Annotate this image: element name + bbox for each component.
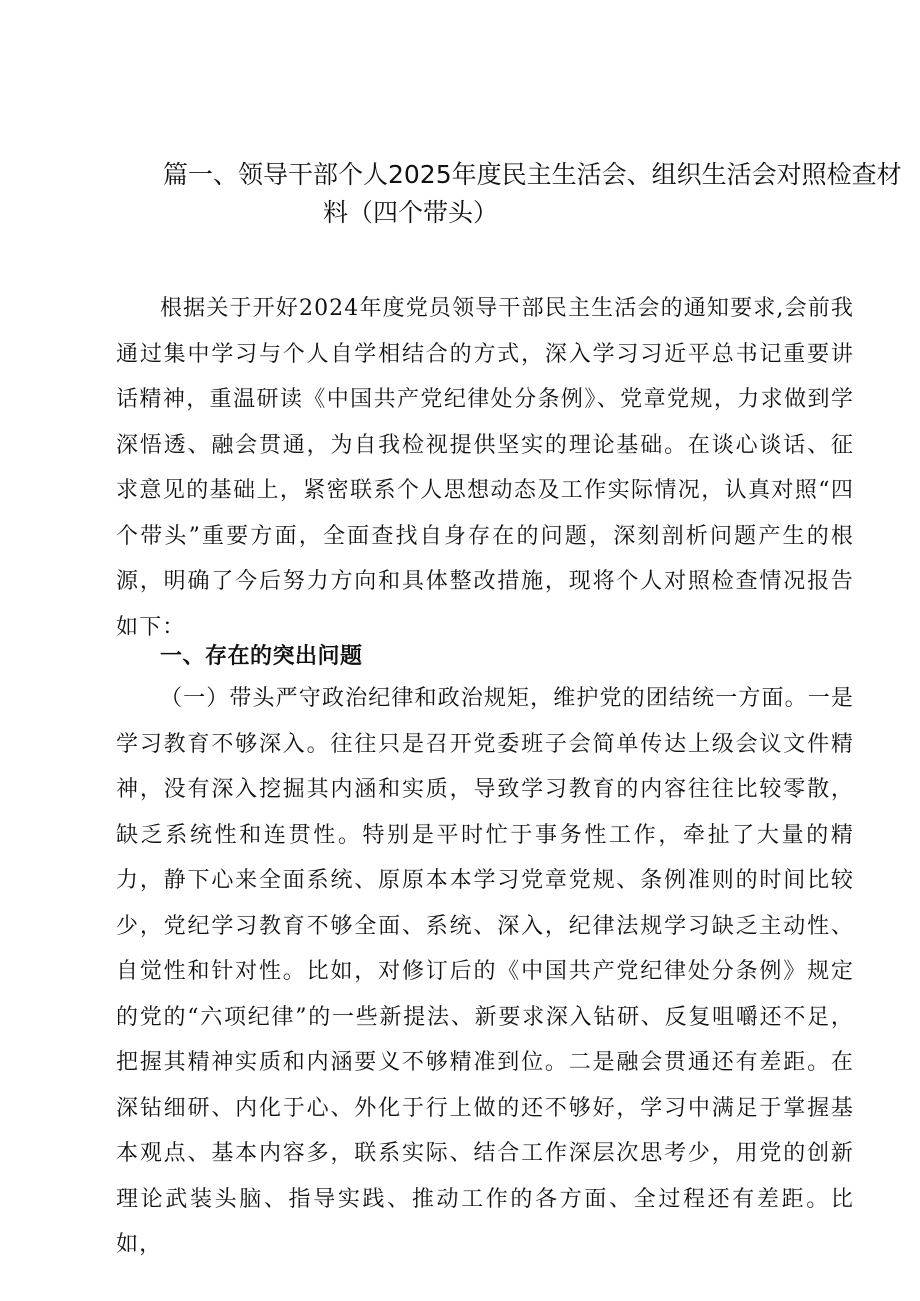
section-paragraph: （一）带头严守政治纪律和政治规矩，维护党的团结统一方面。一是学习教育不够深入。往往只是召开党委班子会简单传达上级会议文件精神，没有深入挖掘其内涵和实质，导致学习教育的内容往往比较零散，缺乏系统性和连贯性。特别是平时忙于事务性工作，牵扯了大量的精力，静下心来全面系统、原原本本学习党章党规、条例准则的时间比较少，党纪学习教育不够全面、系统、深入，纪律法规学习缺乏主动性、自觉性和针对性。比如，对修订后的《中国共产党纪律处分条例》规定的党的“六项纪律”的一些新提法、新要求深入钻研、反复咀嚼还不足，把握其精神实质和内涵要义不够精准到位。二是融会贯通还有差距。在深钻细研、内化于心、外化于行上做的还不够好，学习中满足于掌握基本观点、基本内容多，联系实际、结合工作深层次思考少，用党的创新理论武装头脑、指导实践、推动工作的各方面、全过程还有差距。比如， <box>116 686 854 1257</box>
document-title-line-2: 料（四个带头） <box>323 198 499 227</box>
document-title <box>150 156 902 232</box>
document-title-line-1: 篇一、领导干部个人2025年度民主生活会、组织生活会对照检查材 <box>163 160 902 189</box>
section-heading: 一、存在的突出问题 <box>160 644 363 669</box>
intro-paragraph: 根据关于开好2024年度党员领导干部民主生活会的通知要求,会前我通过集中学习与个人自学相结合的方式，深入学习习近平总书记重要讲话精神，重温研读《中国共产党纪律处分条例》、党章党规，力求做到学深悟透、融会贯通，为自我检视提供坚实的理论基础。在谈心谈话、征求意见的基础上，紧密联系个人思想动态及工作实际情况，认真对照“四个带头”重要方面，全面查找自身存在的问题，深刻剖析问题产生的根源，明确了今后努力方向和具体整改措施，现将个人对照检查情况报告如下： <box>116 296 854 640</box>
